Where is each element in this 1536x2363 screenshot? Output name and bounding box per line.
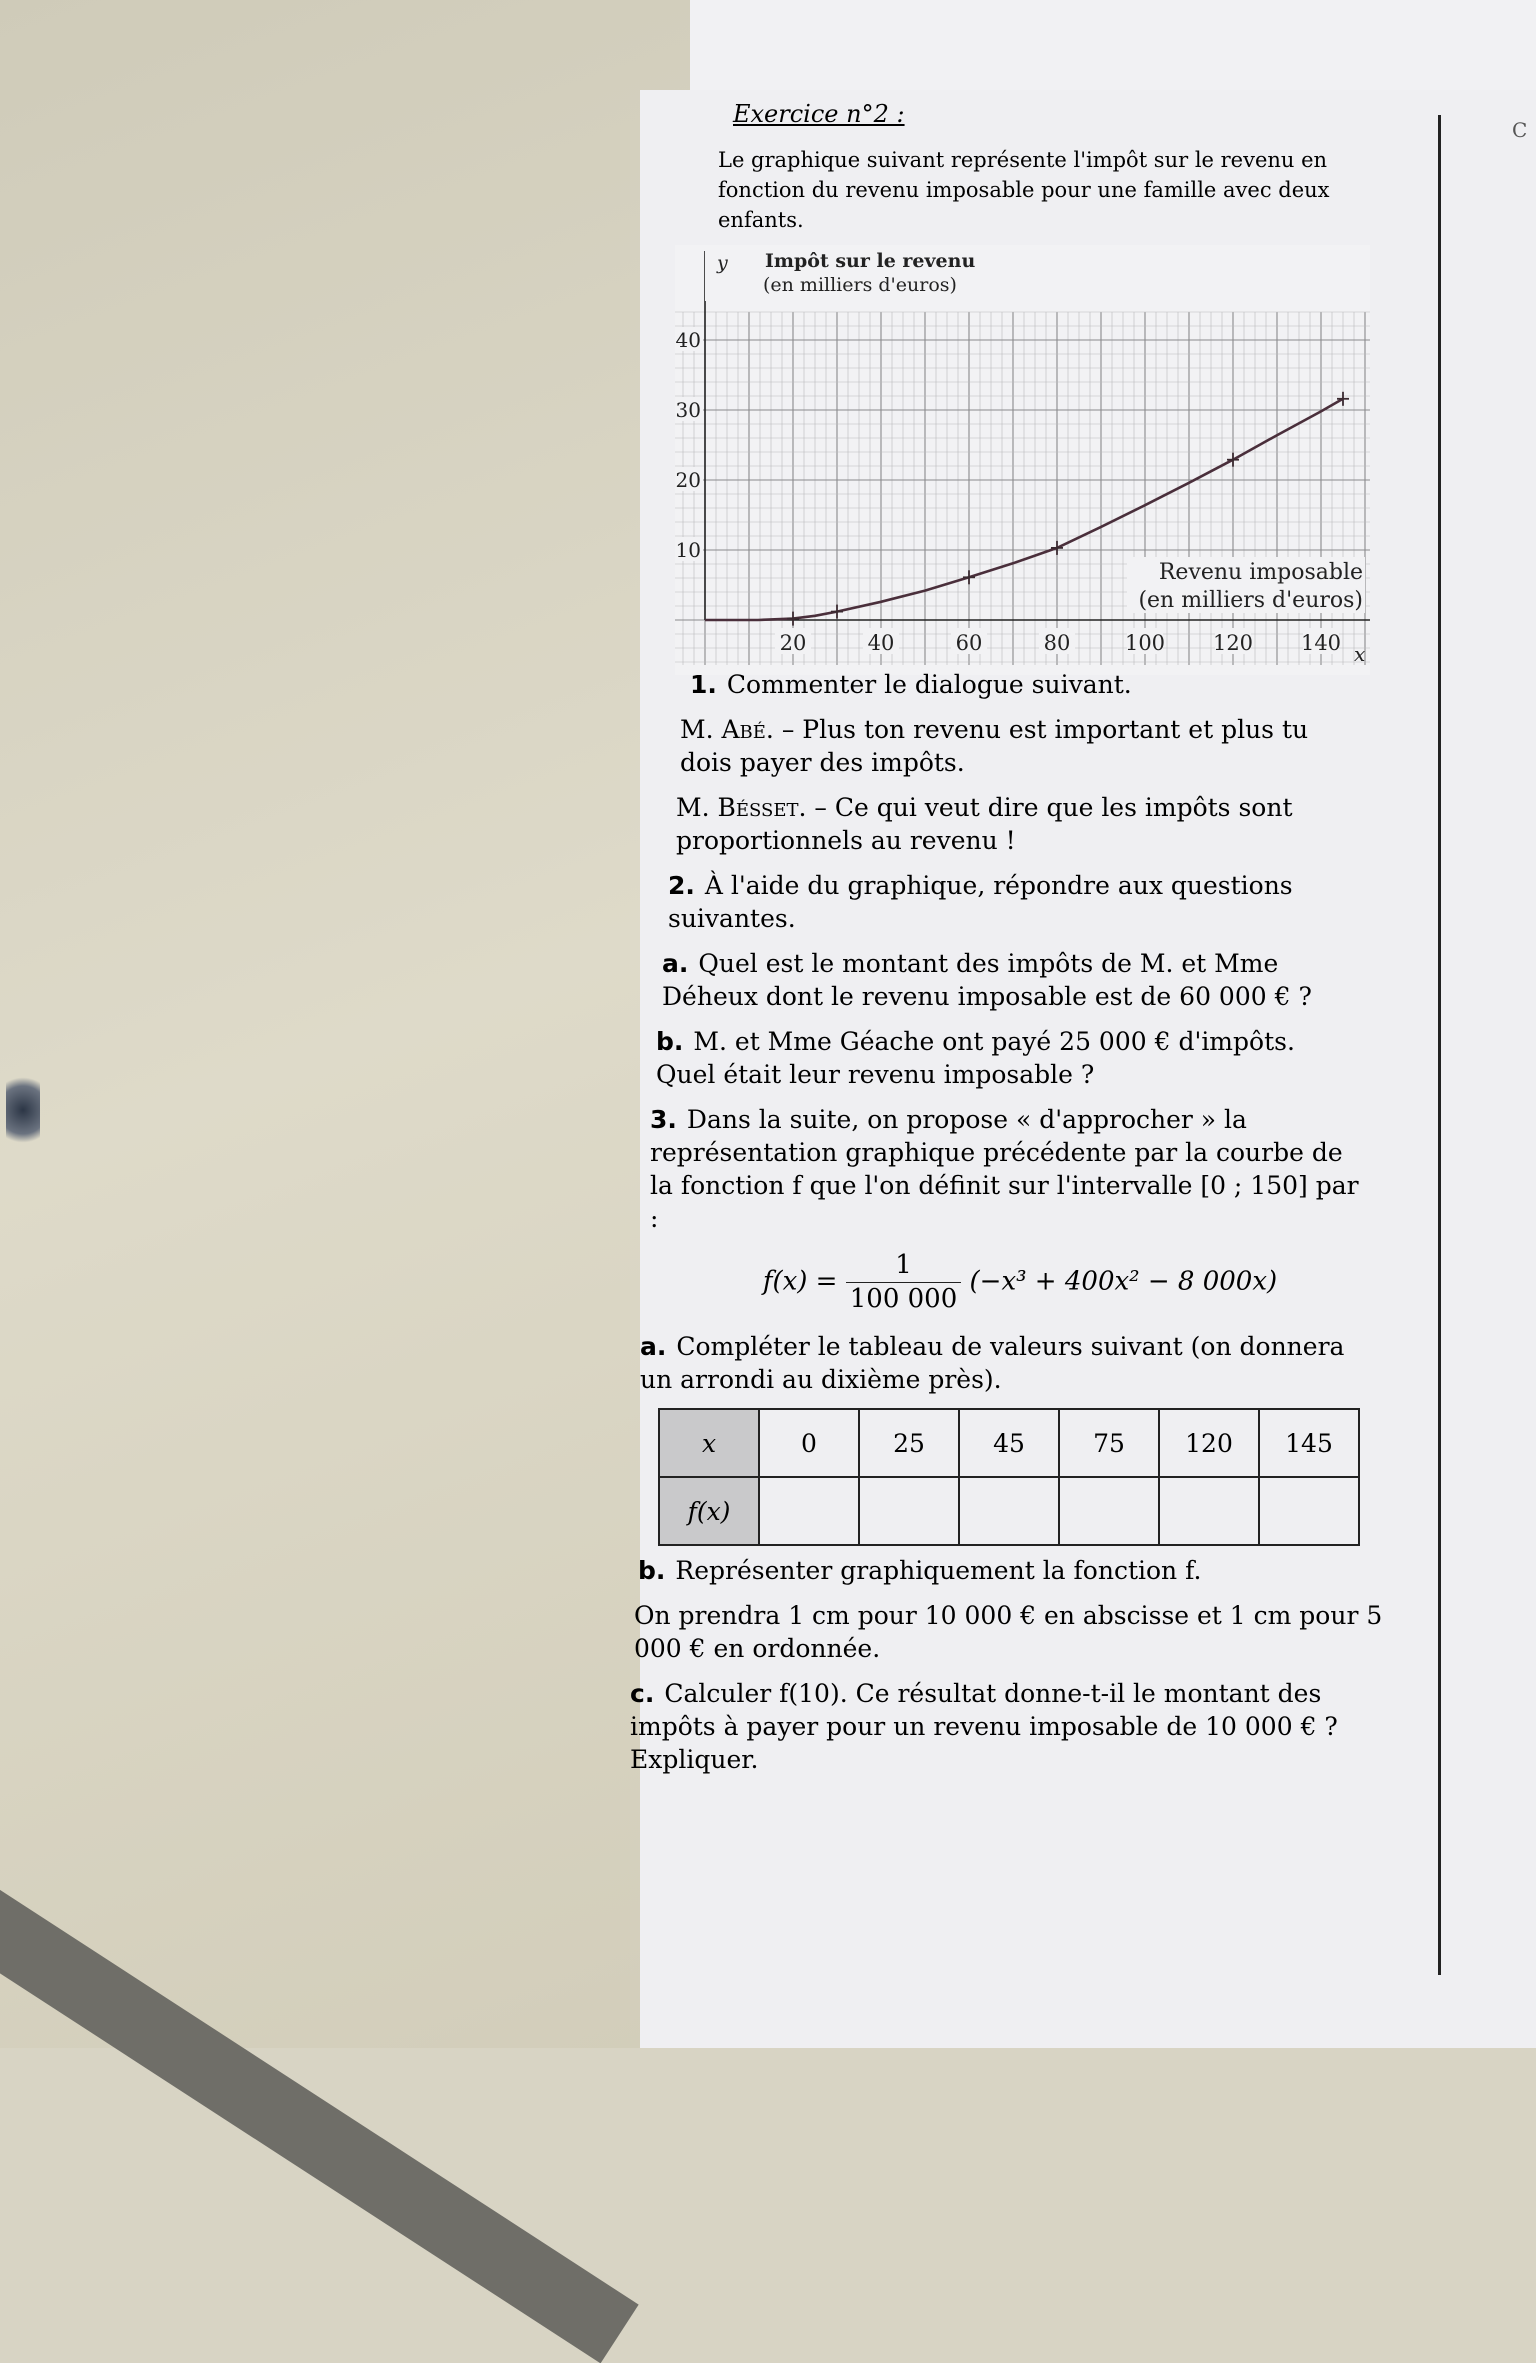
x-tick-label: 140 [1300, 631, 1342, 655]
values-table [658, 1408, 1360, 1546]
q1-number: 1. [690, 670, 717, 699]
exercise-title: Exercice n°2 : [733, 100, 905, 128]
dialog2-text: – Ce qui veut dire que les impôts sont proportionnels au revenu ! [676, 793, 1293, 855]
dialog-line-2 [676, 791, 1356, 857]
table-row-x [659, 1409, 1359, 1477]
function-formula [640, 1249, 1400, 1316]
x-tick-label: 120 [1212, 631, 1254, 655]
page-edge-line [1438, 115, 1441, 1975]
q3-number: 3. [650, 1105, 677, 1134]
q3a-label: a. [640, 1332, 667, 1361]
table-fx-cell[interactable] [859, 1477, 959, 1545]
y-tick-label: 40 [675, 328, 701, 352]
q3c-text: Calculer f(10). Ce résultat donne-t-il le montant des impôts à payer pour un revenu imposable de 10 000 € ? Expliquer. [630, 1679, 1338, 1774]
question-2a [662, 947, 1362, 1013]
ink-stain [6, 1070, 40, 1150]
formula-numerator: 1 [846, 1249, 962, 1283]
table-fx-cell[interactable] [1259, 1477, 1359, 1545]
q2-number: 2. [668, 871, 695, 900]
x-tick-label: 40 [867, 631, 895, 655]
q2a-text: Quel est le montant des impôts de M. et Mme Déheux dont le revenu imposable est de 60 000 € ? [662, 949, 1312, 1011]
question-3 [650, 1103, 1370, 1235]
table-x-cell: 145 [1259, 1409, 1359, 1477]
q3-text: Dans la suite, on propose « d'approcher » la représentation graphique précédente par la courbe de la fonction f que l'on définit sur l'intervalle [0 ; 150] par : [650, 1105, 1359, 1233]
q2a-label: a. [662, 949, 689, 978]
table-row-fx [659, 1477, 1359, 1545]
q3b-text: Représenter graphiquement la fonction f. [675, 1556, 1202, 1585]
x-tick-label: 100 [1124, 631, 1166, 655]
x-tick-label: 60 [955, 631, 983, 655]
x-axis-label: Revenu imposable [1158, 560, 1363, 585]
table-fx-cell[interactable] [1159, 1477, 1259, 1545]
table-fx-cell[interactable] [759, 1477, 859, 1545]
table-header-fx: f(x) [659, 1477, 759, 1545]
table-fx-cell[interactable] [959, 1477, 1059, 1545]
question-1 [690, 668, 1400, 701]
question-3c [630, 1677, 1410, 1776]
x-tick-label: 80 [1043, 631, 1071, 655]
questions-block [630, 668, 1400, 1788]
question-3b [638, 1554, 1378, 1587]
formula-right: (−x³ + 400x² − 8 000x) [969, 1266, 1278, 1297]
y-axis-label: Impôt sur le revenu [765, 250, 976, 272]
x-axis-symbol: x [1354, 642, 1366, 666]
exercise-intro: Le graphique suivant représente l'impôt sur le revenu en fonction du revenu imposable pour une famille avec deux enfants. [718, 148, 1330, 232]
dialog1-text: – Plus ton revenu est important et plus tu dois payer des impôts. [680, 715, 1309, 777]
formula-left: f(x) = [762, 1266, 838, 1297]
question-2 [668, 869, 1358, 935]
tax-chart [675, 245, 1370, 675]
table-x-cell: 45 [959, 1409, 1059, 1477]
question-3a [640, 1330, 1380, 1396]
q3a-text: Compléter le tableau de valeurs suivant (on donnera un arrondi au dixième près). [640, 1332, 1345, 1394]
table-header-x: x [659, 1409, 759, 1477]
x-axis-unit: (en milliers d'euros) [1138, 588, 1363, 613]
y-axis-symbol: y [717, 252, 728, 274]
table-x-cell: 0 [759, 1409, 859, 1477]
q2b-text: M. et Mme Géache ont payé 25 000 € d'impôts. Quel était leur revenu imposable ? [656, 1027, 1295, 1089]
y-axis-unit: (en milliers d'euros) [763, 274, 957, 296]
next-page-fragment: C [1512, 118, 1528, 142]
dialog-line-1 [680, 713, 1360, 779]
table-x-cell: 120 [1159, 1409, 1259, 1477]
table-fx-cell[interactable] [1059, 1477, 1159, 1545]
y-tick-label: 30 [675, 398, 701, 422]
q3c-label: c. [630, 1679, 655, 1708]
question-2b [656, 1025, 1336, 1091]
table-x-cell: 75 [1059, 1409, 1159, 1477]
x-tick-label: 20 [779, 631, 807, 655]
q2b-label: b. [656, 1027, 684, 1056]
y-tick-label: 10 [675, 538, 701, 562]
dialog2-speaker: M. Bésset. [676, 793, 807, 822]
table-x-cell: 25 [859, 1409, 959, 1477]
dialog1-speaker: M. Abé. [680, 715, 774, 744]
formula-denominator: 100 000 [849, 1284, 958, 1314]
q1-text: Commenter le dialogue suivant. [726, 670, 1132, 699]
y-tick-label: 20 [675, 468, 701, 492]
q2-text: À l'aide du graphique, répondre aux questions suivantes. [668, 871, 1293, 933]
question-3b-note: On prendra 1 cm pour 10 000 € en abscisse et 1 cm pour 5 000 € en ordonnée. [634, 1601, 1383, 1663]
formula-fraction [846, 1249, 962, 1316]
q3b-label: b. [638, 1556, 666, 1585]
